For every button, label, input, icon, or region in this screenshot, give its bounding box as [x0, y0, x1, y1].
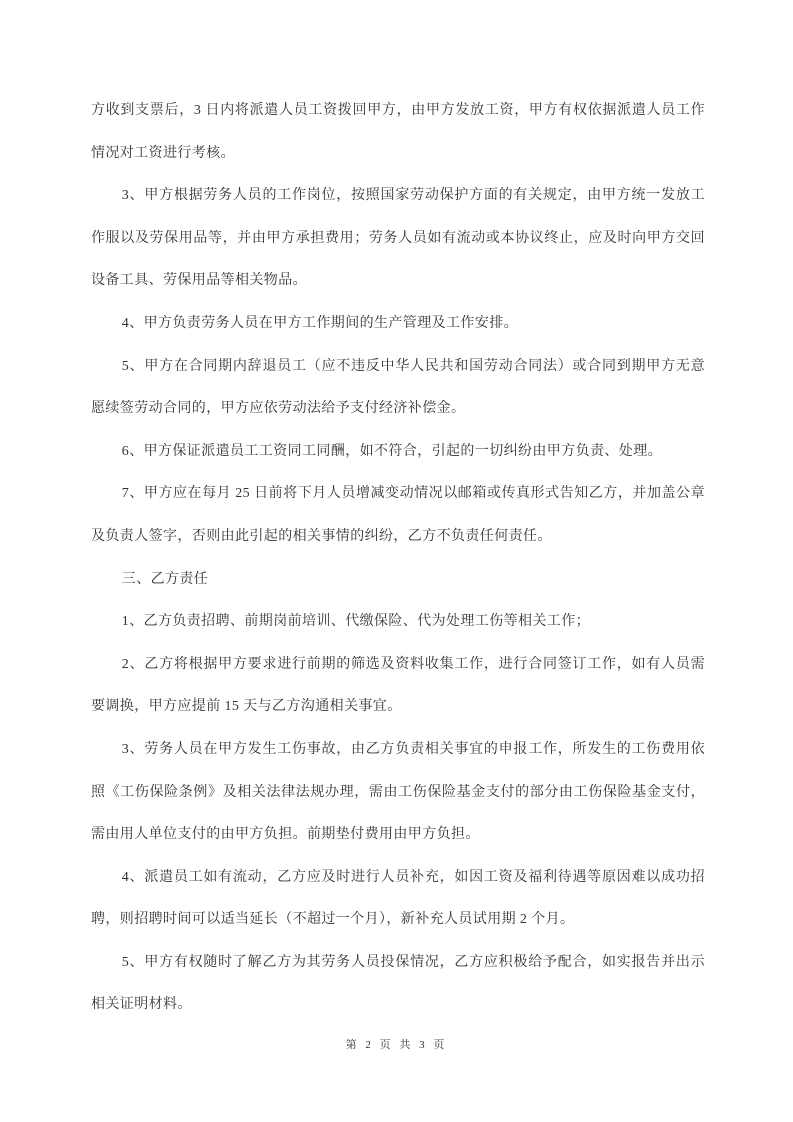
paragraph: 三、乙方责任 — [121, 571, 209, 587]
paragraph: 4、甲方负责劳务人员在甲方工作期间的生产管理及工作安排。 — [121, 315, 518, 331]
paragraph: 1、乙方负责招聘、前期岗前培训、代缴保险、代为处理工伤等相关工作； — [121, 614, 590, 630]
paragraph: 3、劳务人员在甲方发生工伤事故，由乙方负责相关事宜的申报工作，所发生的工伤费用依照《工伤保险条例》及相关法律法规办理，需由工伤保险基金支付的部分由工伤保险基金支付，需由用人单位支付的由甲方负担。前期垫付费用由甲方负担。 — [91, 741, 705, 843]
paragraph: 5、甲方有权随时了解乙方为其劳务人员投保情况，乙方应积极给予配合，如实报告并出示相关证明材料。 — [91, 954, 705, 1013]
page-number-footer: 第 2 页 共 3 页 — [345, 1039, 448, 1051]
paragraph: 4、派遣员工如有流动，乙方应及时进行人员补充，如因工资及福利待遇等原因难以成功招聘，则招聘时间可以适当延长（不超过一个月），新补充人员试用期 2 个月。 — [91, 869, 705, 928]
paragraph: 6、甲方保证派遣员工工资同工同酬，如不符合，引起的一切纠纷由甲方负责、处理。 — [121, 443, 662, 459]
paragraph: 方收到支票后，3 日内将派遣人员工资拨回甲方，由甲方发放工资，甲方有权依据派遣人员工作情况对工资进行考核。 — [91, 103, 705, 161]
paragraph: 7、甲方应在每月 25 日前将下月人员增减变动情况以邮箱或传真形式告知乙方，并加盖公章及负责人签字，否则由此引起的相关事情的纠纷，乙方不负责任何责任。 — [91, 486, 705, 544]
paragraph: 5、甲方在合同期内辞退员工（应不违反中华人民共和国劳动合同法）或合同到期甲方无意愿续签劳动合同的，甲方应依劳动法给予支付经济补偿金。 — [91, 358, 705, 417]
paragraph: 2、乙方将根据甲方要求进行前期的筛选及资料收集工作，进行合同签订工作，如有人员需要调换，甲方应提前 15 天与乙方沟通相关事宜。 — [91, 656, 705, 715]
paragraph: 3、甲方根据劳务人员的工作岗位，按照国家劳动保护方面的有关规定，由甲方统一发放工作服以及劳保用品等，并由甲方承担费用；劳务人员如有流动或本协议终止，应及时向甲方交回设备工具、劳保用品等相关物品。 — [91, 188, 705, 289]
document-body — [91, 90, 705, 1027]
